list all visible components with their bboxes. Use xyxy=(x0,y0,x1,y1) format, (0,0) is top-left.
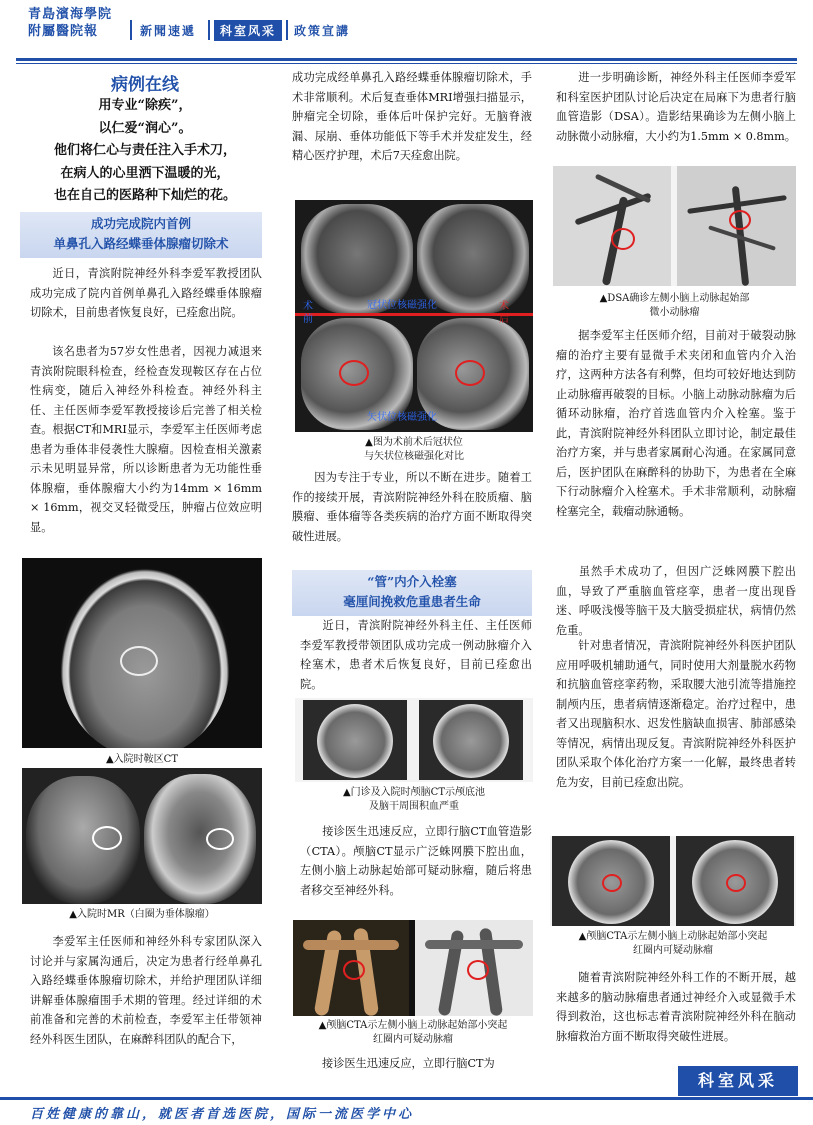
caption-line: 红圈内可疑动脉瘤 xyxy=(633,945,713,956)
dsa-images xyxy=(553,166,796,286)
banner-line: 毫厘间挽救危重患者生命 xyxy=(343,594,481,609)
caption-line: ▲颅脑CTA示左侧小脑上动脉起始部小突起 xyxy=(578,931,768,942)
banner-line: 成功完成院内首例 xyxy=(90,216,191,231)
intro-poem xyxy=(20,95,270,208)
banner-line: 单鼻孔入路经蝶垂体腺瘤切除术 xyxy=(53,236,229,251)
caption-line: 及脑干周围积血严重 xyxy=(369,801,459,812)
admission-ct-images xyxy=(295,698,533,782)
article-paragraph: 进一步明确诊断，神经外科主任医师李爱军和科室医护团队讨论后决定在局麻下为患者行脑血管造影（DSA）。造影结果确诊为左侧小脑上动脉微小动脉瘤，大小约为1.5mm × 0.8mm。 xyxy=(556,71,796,143)
article-paragraph: 接诊医生迅速反应，立即行脑CT血管造影（CTA）。颅脑CT显示广泛蛛网膜下腔出血，左侧小脑上动脉起始部可疑动脉瘤，随后将患者移交至神经外科。 xyxy=(300,825,532,897)
sella-ct-image xyxy=(22,558,262,748)
article-paragraph: 因为专注于专业，所以不断在进步。随着工作的接续开展，青滨附院神经外科在胶质瘤、脑膜瘤、垂体瘤等各类疾病的治疗方面不断取得突破性进展。 xyxy=(292,471,532,543)
caption-line: ▲门诊及入院时颅脑CT示颅底池 xyxy=(342,787,485,798)
mri-label-coronal: 冠状位核磁强化 xyxy=(367,300,437,311)
footer-slogan: 百姓健康的靠山，就医者首选医院，国际一流医学中心 xyxy=(30,1107,415,1122)
article-paragraph: 虽然手术成功了，但因广泛蛛网膜下腔出血，导致了严重脑血管痉挛，患者一度出现昏迷、呼吸浅慢等脑干及大脑受损症状，病情仍然危重。 xyxy=(556,565,796,637)
header-divider xyxy=(286,20,288,40)
admission-mri-image xyxy=(22,768,262,904)
article-paragraph: 随着青滨附院神经外科工作的不断开展，越来越多的脑动脉瘤患者通过神经介入或显微手术得到救治，这也标志着青滨附院神经外科在脑动脉瘤救治方面不断取得突破性进展。 xyxy=(556,971,796,1043)
tab-news[interactable]: 新聞速遞 xyxy=(140,24,197,38)
header-rule xyxy=(16,58,797,61)
header-divider xyxy=(130,20,132,40)
image-caption xyxy=(553,292,796,320)
article-banner xyxy=(292,570,532,616)
pre-post-mri-comparison xyxy=(295,200,533,432)
article-banner xyxy=(20,212,262,258)
poem-line: 他们将仁心与责任注入手术刀， xyxy=(53,143,236,158)
caption-line: ▲颅脑CTA示左侧小脑上动脉起始部小突起 xyxy=(318,1020,508,1031)
header-divider xyxy=(208,20,210,40)
mri-label-after: 术后 xyxy=(499,301,509,325)
mri-label-before: 术前 xyxy=(303,301,313,325)
section-title: 病例在线 xyxy=(111,75,179,95)
article-paragraph: 该名患者为57岁女性患者，因视力减退来青滨附院眼科检查，经检查发现鞍区存在占位性病变，随后入神经外科检查。神经外科主任、主任医师李爱军教授接诊后完善了相关检查。根据CT和MRI显示，李爱军主任医师考虑患者为垂体非侵袭性大腺瘤。因检查相关激素示未见明显异常，所以诊断患者为无功能性垂体腺瘤，垂体腺瘤大小约为14mm × 16mm × 16mm，视交叉轻微受压，肿瘤占位效应明显。 xyxy=(30,345,262,534)
image-caption xyxy=(550,930,796,958)
tab-policy[interactable]: 政策宣講 xyxy=(294,24,351,38)
image-caption xyxy=(295,786,533,814)
mri-label-sagittal: 矢状位核磁强化 xyxy=(367,412,437,423)
article-paragraph: 近日，青滨附院神经外科李爱军教授团队成功完成了院内首例单鼻孔入路经蝶垂体腺瘤切除术，目前患者恢复良好，已痊愈出院。 xyxy=(30,267,262,319)
article-paragraph: 成功完成经单鼻孔入路经蝶垂体腺瘤切除术，手术非常顺利。术后复查垂体MRI增强扫描显示，肿瘤完全切除，垂体后叶保护完好。无脑脊液漏、尿崩、垂体功能低下等手术并发症发生，经精心医疗护理，术后7天痊愈出院。 xyxy=(292,71,532,162)
cta-axial-images xyxy=(550,836,796,926)
image-caption: ▲入院时MR（白圈为垂体腺瘤） xyxy=(69,909,215,920)
caption-line: 红圈内可疑动脉瘤 xyxy=(373,1034,453,1045)
poem-line: 以仁爱“润心”。 xyxy=(98,120,192,136)
comparison-divider xyxy=(295,313,533,316)
image-caption: ▲入院时鞍区CT xyxy=(105,754,178,765)
tab-department[interactable]: 科室风采 xyxy=(214,20,282,41)
image-caption xyxy=(295,436,533,464)
image-caption xyxy=(293,1019,533,1047)
masthead-line2: 附屬醫院報 xyxy=(28,24,99,39)
newspaper-masthead xyxy=(28,6,133,40)
banner-line: “管”内介入栓塞 xyxy=(367,574,457,589)
caption-line: 与矢状位核磁强化对比 xyxy=(364,451,464,462)
article-paragraph: 针对患者情况，青滨附院神经外科医护团队应用呼吸机辅助通气，同时使用大剂量脱水药物和抗脑血管痉挛药物，采取腰大池引流等措施控制颅内压，患者病情逐渐稳定。治疗过程中，患者又出现脑积水、迟发性脑缺血损害、肺部感染等情况，病情出现反复。青滨附院神经外科医护团队采取个体化治疗方案一一化解，最终患者转危为安，目前已痊愈出院。 xyxy=(556,639,796,789)
footer-rule xyxy=(0,1097,813,1100)
article-paragraph: 李爱军主任医师和神经外科专家团队深入讨论并与家属沟通后，决定为患者行经单鼻孔入路经蝶垂体腺瘤切除术，并给护理团队详细讲解垂体腺瘤围手术期的管理。经过详细的术前准备和完善的术前检查，李爱军主任带领神经外科医生团队，在麻醉科团队的配合下， xyxy=(30,935,262,1046)
article-paragraph: 接诊医生迅速反应，立即行脑CT为 xyxy=(322,1057,495,1070)
footer-section-tag: 科室风采 xyxy=(678,1066,798,1096)
poem-line: 在病人的心里洒下温暖的光， xyxy=(60,165,230,181)
caption-line: ▲DSA确诊左侧小脑上动脉起始部 xyxy=(599,293,750,304)
caption-line: 微小动脉瘤 xyxy=(649,307,700,318)
poem-line: 也在自己的医路种下灿烂的花。 xyxy=(53,188,236,203)
masthead-line1: 青島濱海學院 xyxy=(28,7,113,22)
cta-vessel-images xyxy=(293,920,533,1016)
poem-line: 用专业“除疾”， xyxy=(98,98,192,113)
article-paragraph: 据李爱军主任医师介绍，目前对于破裂动脉瘤的治疗主要有显微手术夹闭和血管内介入治疗，这两种方法各有利弊，但均可较好地达到防止动脉瘤再破裂的目标。小脑上动脉动脉瘤为后循环动脉瘤，治疗首选血管内介入栓塞。鉴于此，青滨附院神经外科团队立即讨论，制定最佳治疗方案，并与患者家属耐心沟通。在家属同意后，医护团队在麻醉科的协助下，为患者在全麻下行动脉瘤介入栓塞术。手术非常顺利，动脉瘤栓塞完全，载瘤动脉通畅。 xyxy=(556,329,796,518)
caption-line: ▲图为术前术后冠状位 xyxy=(365,437,463,448)
header-rule-thin xyxy=(16,63,797,64)
article-paragraph: 近日，青滨附院神经外科主任、主任医师李爱军教授带领团队成功完成一例动脉瘤介入栓塞术，患者术后恢复良好，目前已痊愈出院。 xyxy=(300,619,532,691)
